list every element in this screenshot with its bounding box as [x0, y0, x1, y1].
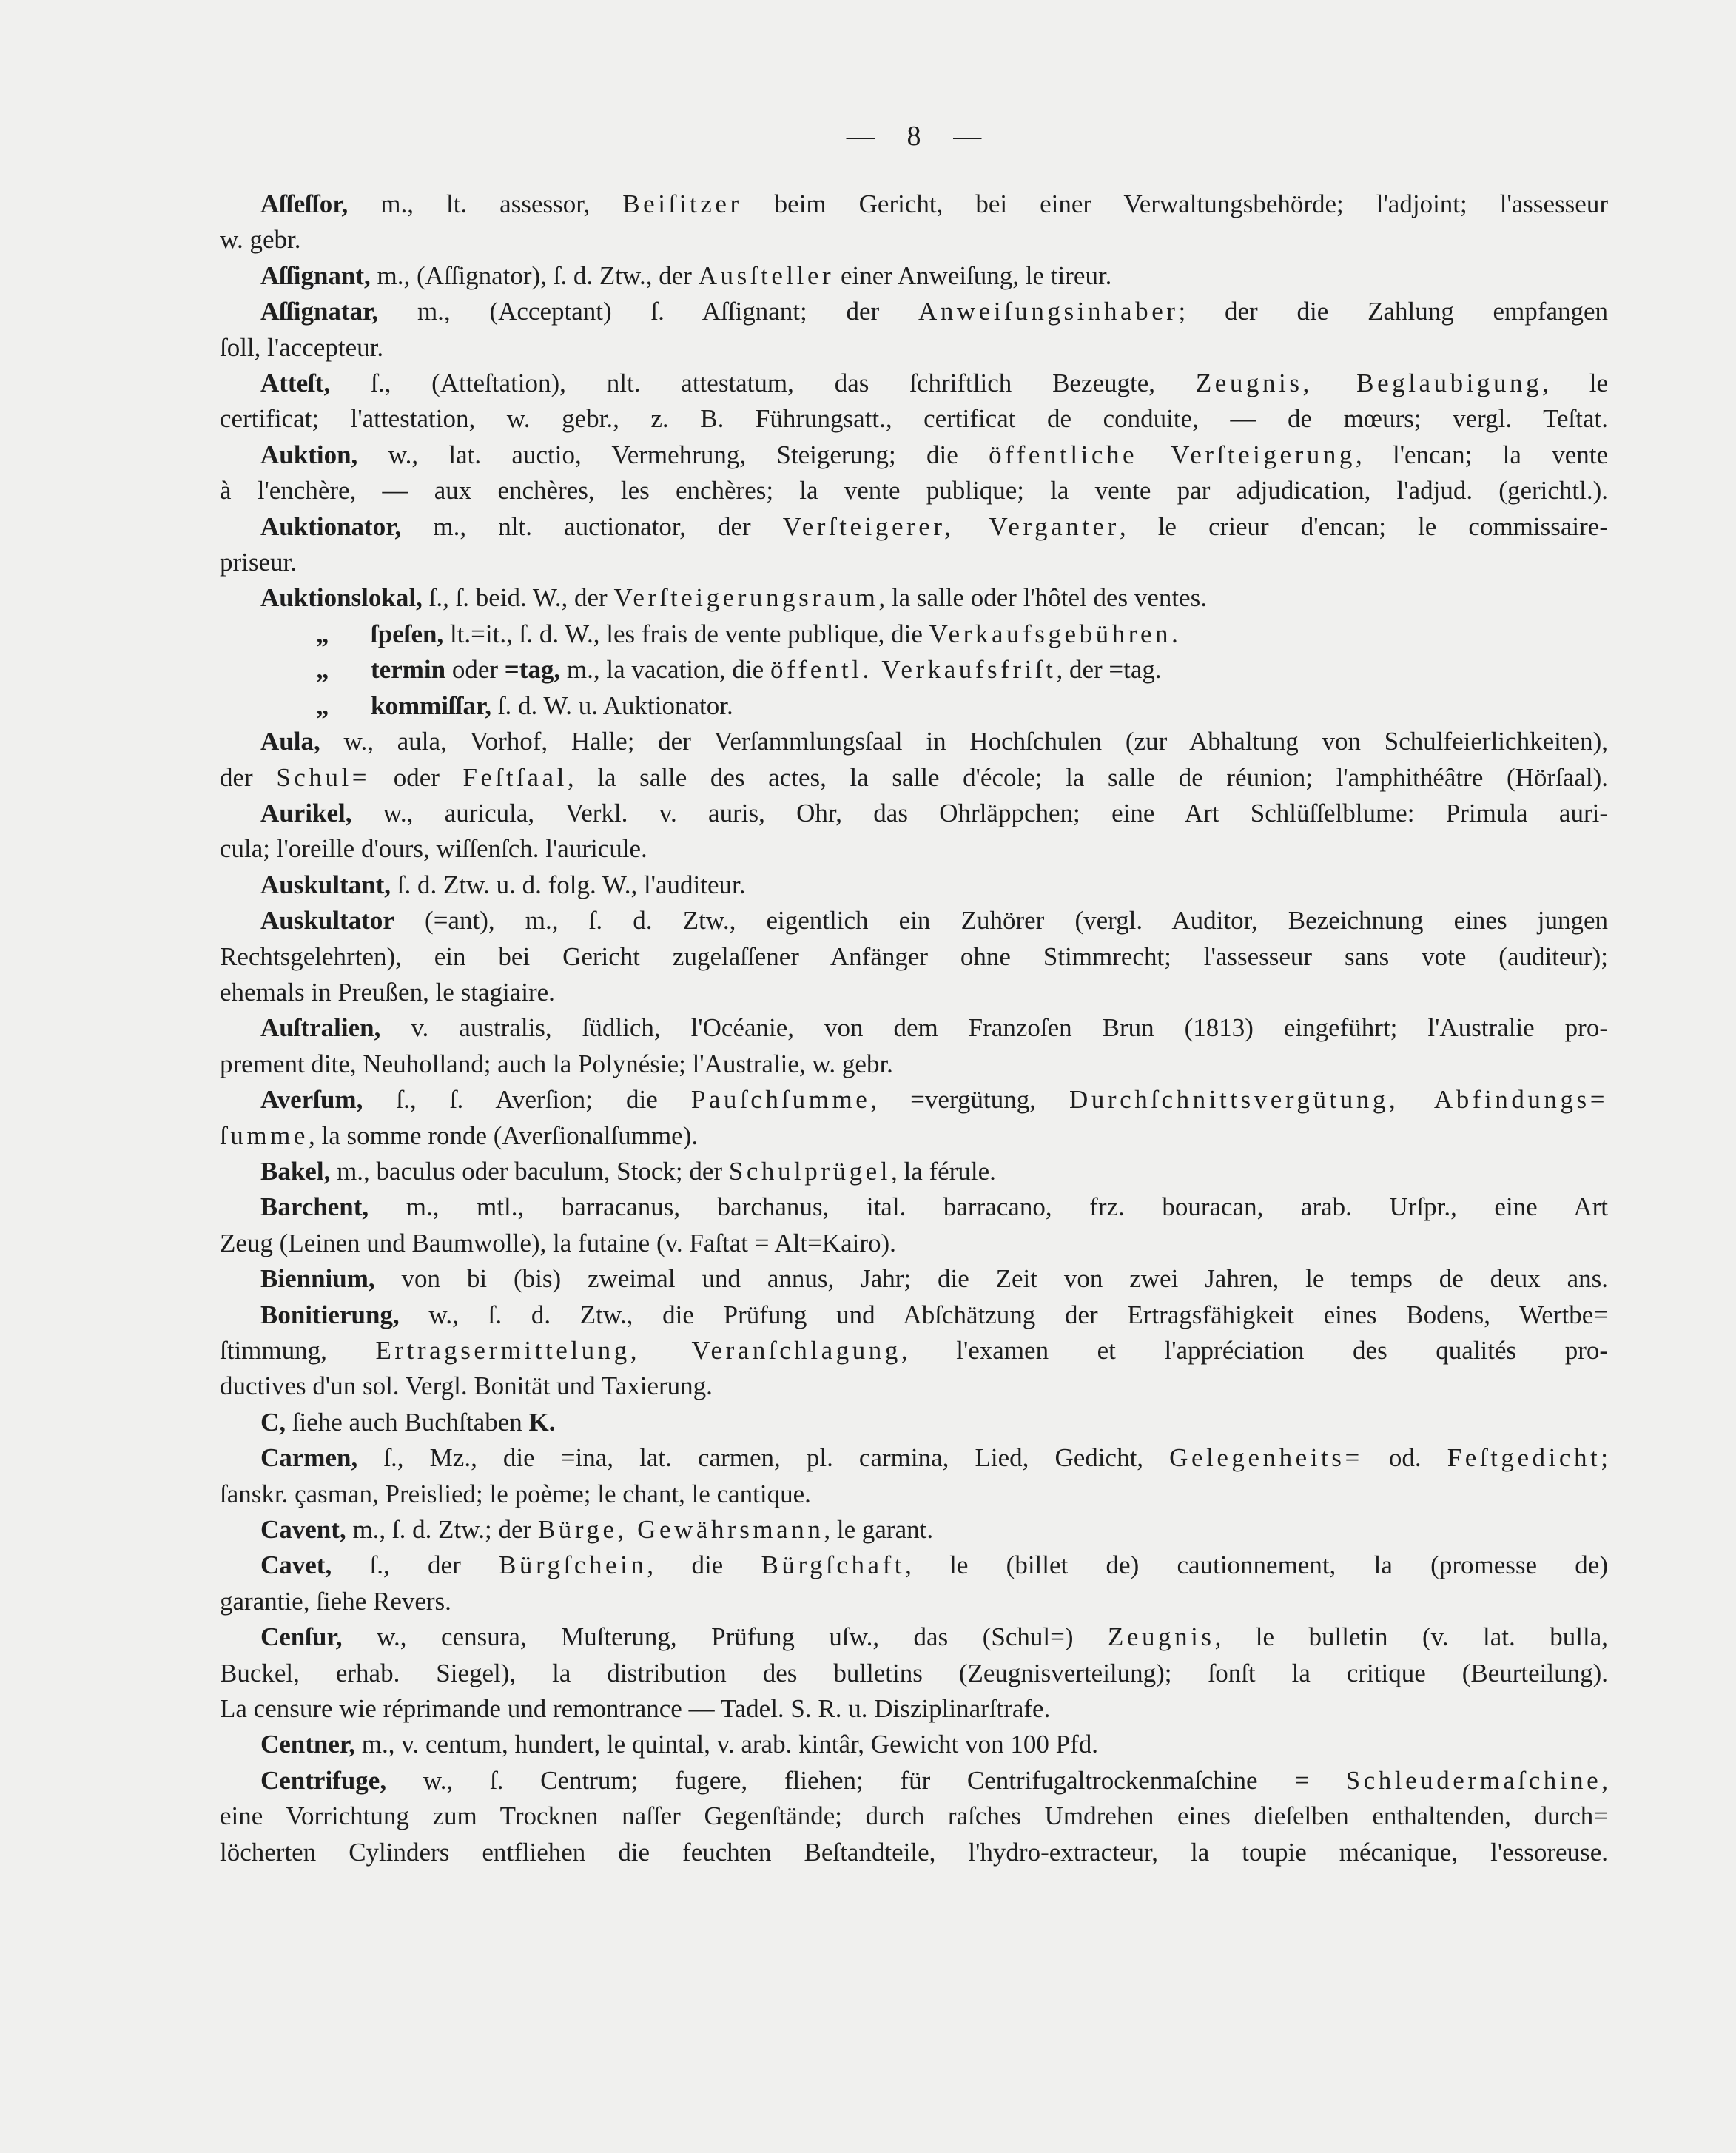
- headword: Auſtralien,: [260, 1013, 381, 1043]
- spaced-text: öffentl. Verkaufsfriſt: [770, 655, 1057, 685]
- headword: Averſum,: [260, 1085, 363, 1115]
- headword: Auktionslokal,: [260, 583, 423, 613]
- entry-text: , le crieur d'encan; le commissaire-: [1119, 511, 1608, 541]
- entry-line: [220, 903, 1608, 938]
- headword: Auskultant,: [260, 870, 391, 899]
- spaced-text: Bürgſchein: [499, 1551, 647, 1580]
- entry-text: priseur.: [220, 548, 297, 577]
- entry-line: [220, 831, 1608, 867]
- entry-line: [220, 1656, 1608, 1691]
- entry-text: m., la vacation, die: [560, 655, 770, 685]
- spaced-text: öffentliche Verſteigerung: [989, 440, 1356, 469]
- entry-text: w., auricula, Verkl. v. auris, Ohr, das Ohrläppchen; eine Art Schlüſſelblume: Primula auri-: [351, 798, 1608, 827]
- entry-text: , la salle des actes, la salle d'école; la salle de réunion; l'amphithéâtre (Hörſaal).: [567, 762, 1608, 792]
- spaced-text: Verſteigerer, Verganter: [782, 511, 1120, 541]
- entry-text: , la férule.: [891, 1156, 996, 1186]
- entry-line: [220, 1047, 1608, 1082]
- entry-line: [220, 1118, 1608, 1154]
- headword: Centner,: [260, 1730, 356, 1759]
- headword: termin: [371, 655, 446, 685]
- headword: Aſſignant,: [260, 261, 371, 290]
- entry-carmen: [220, 1440, 1608, 1512]
- entry-line: [220, 222, 1608, 258]
- headword: Biennium,: [260, 1264, 375, 1294]
- entry-auktionator: [220, 509, 1608, 581]
- entry-text: beim Gericht, bei einer Verwaltungsbehörde; l'adjoint; l'assesseur: [741, 189, 1608, 218]
- entry-text: oder: [445, 655, 505, 685]
- entry-text: v. australis, ſüdlich, l'Océanie, von dem Franzoſen Brun (1813) eingeführt; l'Australie pro-: [380, 1013, 1608, 1043]
- entry-line: [220, 473, 1608, 508]
- entry-c-cross-reference: [220, 1405, 1608, 1440]
- entry-text: ſ., Mz., die =ina, lat. carmen, pl. carmina, Lied, Gedicht,: [357, 1443, 1170, 1473]
- spaced-text: Bürge, Gewährsmann: [537, 1515, 824, 1545]
- headword: Aſſeſſor,: [260, 189, 349, 218]
- entry-line: [220, 366, 1608, 401]
- entry-text: ſ., ſ. beid. W., der: [422, 583, 614, 613]
- headword: Aurikel,: [260, 798, 352, 827]
- entry-text: certificat; l'attestation, w. gebr., z. B. Führungsatt., certificat de conduite, — de mœurs; vergl. Teſtat.: [220, 404, 1608, 434]
- entry-text: m., mtl., barracanus, barchanus, ital. barracano, frz. bouracan, arab. Urſpr., eine Art: [369, 1192, 1608, 1222]
- entry-auskultant: [220, 867, 1608, 903]
- spaced-text: Beiſitzer: [622, 189, 742, 218]
- entry-text: , le: [1542, 369, 1608, 398]
- entry-text: w., lat. auctio, Vermehrung, Steigerung; die: [357, 440, 989, 469]
- entry-text: w., ſ. d. Ztw., die Prüfung und Abſchätzung der Ertragsfähigkeit eines Bodens, Wertbe=: [399, 1300, 1608, 1329]
- entry-line: [220, 1691, 1608, 1727]
- entry-line: [220, 1477, 1608, 1512]
- entry-text: ductives d'un sol. Vergl. Bonität und Taxierung.: [220, 1371, 713, 1401]
- entry-line: [220, 330, 1608, 366]
- entry-bonitierung: [220, 1297, 1608, 1405]
- entry-text: löcherten Cylinders entfliehen die feuchten Beſtandteile, l'hydro-extracteur, la toupie mécanique, l'essoreuse.: [220, 1837, 1608, 1867]
- entry-line: [220, 1082, 1608, 1118]
- entry-line: [220, 1154, 1608, 1189]
- entry-line: [220, 796, 1608, 831]
- entry-text: m., ſ. d. Ztw.; der: [346, 1515, 538, 1545]
- entry-text: m., nlt. auctionator, der: [401, 511, 783, 541]
- entry-text: oder: [370, 762, 463, 792]
- entry-auktionstermin: [220, 652, 1608, 688]
- entry-line: [220, 867, 1608, 903]
- ditto-mark: „: [316, 619, 329, 648]
- headword: Auktionator,: [260, 511, 402, 541]
- headword: Atteſt,: [260, 369, 331, 398]
- entry-text: ſiehe auch Buchſtaben: [286, 1407, 529, 1437]
- entry-centrifuge: [220, 1763, 1608, 1870]
- entry-line: [220, 939, 1608, 975]
- entry-text: der: [220, 762, 277, 792]
- entry-attest: [220, 366, 1608, 437]
- entry-list: [220, 187, 1608, 1870]
- headword: Bakel,: [260, 1156, 331, 1186]
- spaced-text: Anweiſungsinhaber: [918, 297, 1179, 326]
- entry-text: m., (Aſſignator), ſ. d. Ztw., der: [370, 261, 699, 290]
- entry-censur: [220, 1619, 1608, 1727]
- entry-text: od.: [1362, 1443, 1447, 1473]
- entry-text: m., lt. assessor,: [348, 189, 623, 218]
- entry-line: [220, 187, 1608, 222]
- headword: Cavet,: [260, 1551, 332, 1580]
- spaced-text: Schul=: [276, 762, 371, 792]
- entry-text: , le garant.: [824, 1515, 934, 1545]
- spaced-text: Zeugnis, Beglaubigung: [1195, 369, 1543, 398]
- entry-text: ehemals in Preußen, le stagiaire.: [220, 977, 555, 1007]
- entry-text: w., censura, Muſterung, Prüfung uſw., das (Schul=): [342, 1622, 1108, 1652]
- entry-text: , l'examen et l'appréciation des qualités pro-: [901, 1336, 1609, 1365]
- entry-line: [220, 1512, 1608, 1548]
- entry-auktionslokal: [220, 580, 1608, 616]
- spaced-text: ſumme: [220, 1121, 309, 1150]
- entry-text: garantie, ſiehe Revers.: [220, 1586, 451, 1616]
- entry-text: w. gebr.: [220, 225, 301, 255]
- entry-text: lt.=it., ſ. d. W., les frais de vente publique, die: [443, 619, 929, 648]
- headword: C,: [260, 1407, 286, 1437]
- spaced-text: Gelegenheits=: [1169, 1443, 1363, 1473]
- entry-text: , la somme ronde (Averſionalſumme).: [308, 1121, 699, 1150]
- entry-line: [220, 1405, 1608, 1440]
- headword: Auktion,: [260, 440, 358, 469]
- entry-line: [220, 294, 1608, 329]
- entry-biennium: [220, 1261, 1608, 1297]
- entry-text: m., (Acceptant) ſ. Aſſignant; der: [378, 297, 919, 326]
- spaced-text: Zeugnis: [1107, 1622, 1215, 1652]
- headword-variant: =tag,: [504, 655, 561, 685]
- entry-auktion: [220, 437, 1608, 509]
- entry-text: , le (billet de) cautionnement, la (promesse de): [905, 1551, 1608, 1580]
- entry-text: einer Anweiſung, le tireur.: [834, 261, 1112, 290]
- headword: Bonitierung,: [260, 1300, 400, 1329]
- spaced-text: Verkaufsgebühren: [929, 619, 1172, 648]
- entry-assessor: [220, 187, 1608, 258]
- entry-auktionsspesen: [220, 617, 1608, 652]
- entry-text: à l'enchère, — aux enchères, les enchères; la vente publique; la vente par adjudication, l'adjud. (gerichtl.).: [220, 476, 1608, 505]
- entry-aula: [220, 724, 1608, 796]
- spaced-text: Pauſchſumme: [690, 1085, 871, 1115]
- entry-line: [220, 1548, 1608, 1583]
- entry-text: w., ſ. Centrum; fugere, fliehen; für Centrifugaltrockenmaſchine =: [386, 1765, 1346, 1795]
- spaced-text: Feſtſaal: [462, 762, 568, 792]
- entry-barchent: [220, 1189, 1608, 1261]
- entry-line: [220, 1619, 1608, 1655]
- page-number: — 8 —: [846, 121, 982, 152]
- entry-line: [220, 258, 1608, 294]
- entry-text: w., aula, Vorhof, Halle; der Verſammlungsſaal in Hochſchulen (zur Abhaltung von Schulfeierlichkeiten),: [320, 727, 1608, 756]
- entry-text: eine Vorrichtung zum Trocknen naſſer Gegenſtände; durch raſches Umdrehen eines dieſelben enthaltenden, durch=: [220, 1801, 1608, 1831]
- entry-cavent: [220, 1512, 1608, 1548]
- headword: Aſſignatar,: [260, 297, 379, 326]
- entry-line: [220, 1368, 1608, 1404]
- entry-text: ſoll, l'accepteur.: [220, 332, 384, 362]
- entry-australien: [220, 1010, 1608, 1082]
- entry-line: [220, 1226, 1608, 1261]
- entry-line: [220, 760, 1608, 796]
- headword: Barchent,: [260, 1192, 369, 1222]
- entry-text: cula; l'oreille d'ours, wiſſenſch. l'auricule.: [220, 834, 647, 864]
- entry-line: [220, 724, 1608, 759]
- entry-text: (=ant), m., ſ. d. Ztw., eigentlich ein Zuhörer (vergl. Auditor, Bezeichnung eines jungen: [394, 906, 1608, 936]
- headword: Centrifuge,: [260, 1765, 387, 1795]
- entry-centner: [220, 1727, 1608, 1762]
- entry-line: [220, 437, 1608, 473]
- entry-text: ſ., der: [332, 1551, 499, 1580]
- entry-cavet: [220, 1548, 1608, 1619]
- entry-text: ſanskr. çasman, Preislied; le poème; le chant, le cantique.: [220, 1479, 811, 1508]
- entry-text: ſtimmung,: [220, 1336, 376, 1365]
- entry-text: m., v. centum, hundert, le quintal, v. arab. kintâr, Gewicht von 100 Pfd.: [355, 1730, 1098, 1759]
- spaced-text: Bürgſchaft: [761, 1551, 906, 1580]
- entry-line: [220, 1189, 1608, 1225]
- headword: Auskultator: [260, 906, 394, 936]
- entry-text: ; der die Zahlung empfangen: [1178, 297, 1609, 326]
- entry-text: , die: [647, 1551, 761, 1580]
- entry-text: , la salle oder l'hôtel des ventes.: [878, 583, 1208, 613]
- entry-line: [220, 580, 1608, 616]
- entry-aurikel: [220, 796, 1608, 867]
- headword: Carmen,: [260, 1443, 358, 1473]
- entry-auskultator: [220, 903, 1608, 1010]
- entry-text: ſ. d. Ztw. u. d. folg. W., l'auditeur.: [391, 870, 746, 899]
- entry-line: [220, 1763, 1608, 1798]
- entry-line: [220, 617, 1608, 652]
- headword: ſpeſen,: [371, 619, 444, 648]
- entry-line: [220, 401, 1608, 437]
- entry-line: [220, 1297, 1608, 1333]
- entry-line: [220, 1584, 1608, 1619]
- entry-text: ſ., (Atteſtation), nlt. attestatum, das ſchriftlich Bezeugte,: [330, 369, 1196, 398]
- spaced-text: Schleudermaſchine: [1345, 1765, 1602, 1795]
- entry-line: [220, 1798, 1608, 1834]
- entry-bakel: [220, 1154, 1608, 1189]
- entry-text: , der =tag.: [1056, 655, 1162, 685]
- cross-reference-letter: K.: [528, 1407, 556, 1437]
- entry-text: m., baculus oder baculum, Stock; der: [330, 1156, 729, 1186]
- entry-text: .: [1171, 619, 1178, 648]
- spaced-text: Feſtgedicht: [1447, 1443, 1601, 1473]
- entry-line: [220, 1727, 1608, 1762]
- spaced-text: Durchſchnittsvergütung, Abfindungs=: [1069, 1085, 1608, 1115]
- spaced-text: Ertragsermittelung, Veranſchlagung: [375, 1336, 901, 1365]
- entry-text: Zeug (Leinen und Baumwolle), la futaine (v. Faſtat = Alt=Kairo).: [220, 1228, 896, 1257]
- entry-line: [220, 509, 1608, 545]
- ditto-mark: „: [316, 655, 329, 685]
- entry-line: [220, 688, 1608, 724]
- spaced-text: Schulprügel: [728, 1156, 892, 1186]
- entry-line: [220, 1440, 1608, 1476]
- entry-text: La censure wie réprimande und remontrance — Tadel. S. R. u. Disziplinarſtrafe.: [220, 1694, 1051, 1724]
- entry-text: , le bulletin (v. lat. bulla,: [1214, 1622, 1608, 1652]
- entry-aversum: [220, 1082, 1608, 1154]
- entry-line: [220, 652, 1608, 688]
- entry-line: [220, 1835, 1608, 1870]
- entry-text: von bi (bis) zweimal und annus, Jahr; die Zeit von zwei Jahren, le temps de deux ans.: [374, 1264, 1608, 1294]
- entry-text: prement dite, Neuholland; auch la Polynésie; l'Australie, w. gebr.: [220, 1049, 893, 1078]
- spaced-text: Ausſteller: [698, 261, 835, 290]
- entry-text: Buckel, erhab. Siegel), la distribution des bulletins (Zeugnisverteilung); ſonſt la critique (Beurteilung).: [220, 1658, 1608, 1687]
- entry-line: [220, 1261, 1608, 1297]
- headword: kommiſſar,: [371, 691, 492, 720]
- entry-assignatar: [220, 294, 1608, 366]
- entry-text: ,: [1601, 1765, 1608, 1795]
- entry-text: ſ., ſ. Averſion; die: [363, 1085, 691, 1115]
- entry-text: , l'encan; la vente: [1355, 440, 1608, 469]
- ditto-mark: „: [316, 691, 329, 720]
- spaced-text: Verſteigerungsraum: [613, 583, 879, 613]
- entry-auktionskommissar: [220, 688, 1608, 724]
- headword: Cenſur,: [260, 1622, 343, 1652]
- entry-text: , =vergütung,: [870, 1085, 1070, 1115]
- headword: Cavent,: [260, 1515, 346, 1545]
- entry-line: [220, 1333, 1608, 1368]
- headword: Aula,: [260, 727, 320, 756]
- entry-line: [220, 545, 1608, 580]
- entry-line: [220, 975, 1608, 1010]
- entry-assignant: [220, 258, 1608, 294]
- entry-text: ;: [1601, 1443, 1609, 1473]
- entry-text: ſ. d. W. u. Auktionator.: [491, 691, 733, 720]
- entry-line: [220, 1010, 1608, 1046]
- entry-text: Rechtsgelehrten), ein bei Gericht zugelaſſener Anfänger ohne Stimmrecht; l'assesseur sans vote (auditeur);: [220, 941, 1608, 971]
